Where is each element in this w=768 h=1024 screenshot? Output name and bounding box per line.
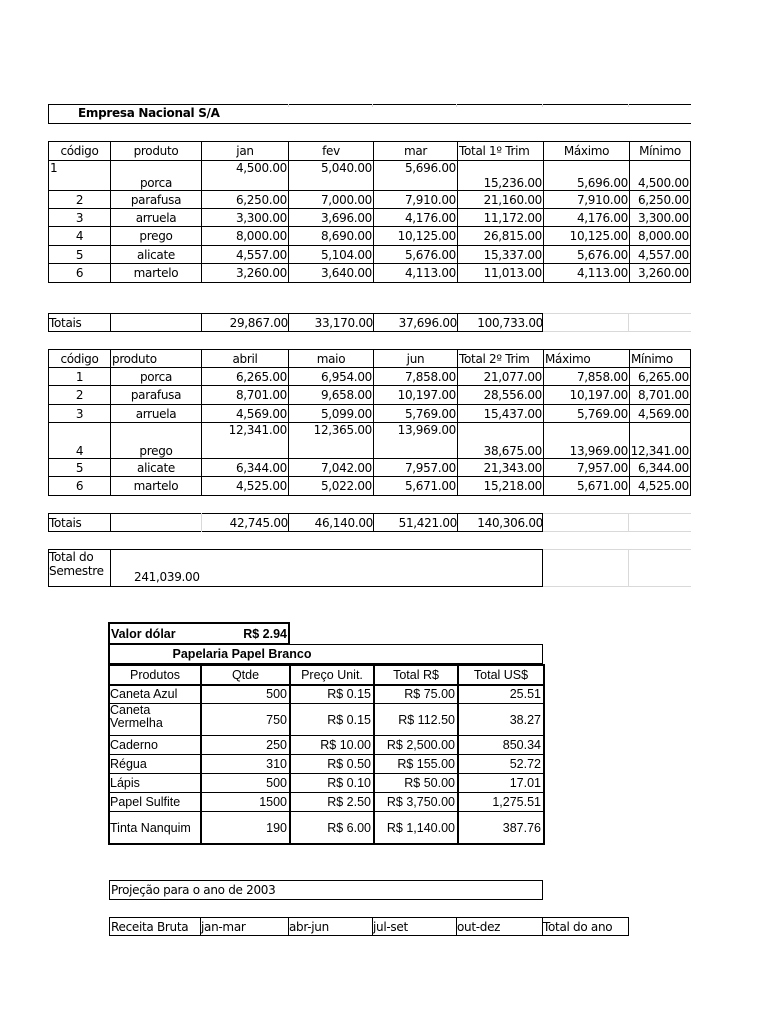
q2-row2-c2: 9,658.00 (320, 388, 372, 402)
company-name: Empresa Nacional S/A (78, 106, 220, 120)
q1-row4-total: 26,815.00 (483, 229, 542, 243)
q2-row4-produto: prego (139, 444, 173, 458)
q2-row6-min: 4,525.00 (637, 479, 689, 493)
q1-row3-max: 4,176.00 (576, 210, 628, 225)
q1-row3-total: 11,172.00 (483, 210, 542, 225)
q2-total-jun: 51,421.00 (398, 515, 457, 530)
projection-header-total-ano: Total do ano (543, 919, 613, 934)
q1-row6-c1: 3,260.00 (235, 266, 287, 280)
q1-total-mar: 37,696.00 (398, 315, 457, 330)
q1-row1-c2: 5,040.00 (320, 161, 372, 175)
q2-header-total: Total 2º Trim (459, 351, 530, 366)
q2-row3-total: 15,437.00 (483, 406, 542, 421)
q1-row4-c3: 10,125.00 (397, 229, 456, 243)
q1-row5-c3: 5,676.00 (404, 247, 456, 262)
papelaria-row5-qtde: 500 (266, 776, 287, 790)
papelaria-header-preco: Preço Unit. (301, 668, 363, 682)
papelaria-row1-total-brl: R$ 75.00 (404, 687, 455, 701)
semester-label-line2: Semestre (49, 564, 104, 578)
q2-row1-total: 21,077.00 (483, 369, 542, 384)
q2-row3-produto: arruela (135, 406, 177, 421)
q2-header-c2: maio (316, 351, 346, 366)
papelaria-row2-total-usd: 38.27 (509, 712, 541, 727)
q2-header-produto: produto (112, 351, 157, 366)
q1-row2-max: 7,910.00 (576, 192, 628, 207)
q2-row5-c1: 6,344.00 (235, 460, 287, 475)
q2-row6-max: 5,671.00 (576, 479, 628, 493)
q1-row1-total: 15,236.00 (483, 176, 542, 190)
q1-row6-total: 11,013.00 (483, 266, 542, 280)
q2-total-abril: 42,745.00 (229, 515, 288, 530)
q1-row6-max: 4,113.00 (576, 266, 628, 280)
q2-row6-c2: 5,022.00 (320, 479, 372, 493)
q1-row3-c3: 4,176.00 (404, 210, 456, 225)
q2-header-c3: jun (406, 351, 425, 366)
q1-row3-c2: 3,696.00 (320, 210, 372, 225)
q2-row3-min: 4,569.00 (637, 406, 689, 421)
q1-row5-codigo: 5 (75, 247, 84, 262)
q2-row4-c3: 13,969.00 (397, 423, 456, 437)
papelaria-row1-preco: R$ 0.15 (327, 687, 371, 701)
q1-totals-label: Totais (49, 315, 82, 330)
q2-row2-max: 10,197.00 (569, 388, 628, 402)
q2-row3-c2: 5,099.00 (320, 406, 372, 421)
papelaria-row5-total-usd: 17.01 (509, 776, 541, 790)
q1-row2-min: 6,250.00 (637, 192, 689, 207)
q2-totals-label: Totais (49, 515, 82, 530)
q1-row6-c3: 4,113.00 (404, 266, 456, 280)
papelaria-header-produto: Produtos (129, 668, 181, 682)
papelaria-row4-preco: R$ 0.50 (327, 757, 371, 771)
q2-row6-c1: 4,525.00 (235, 479, 287, 493)
q1-total-fev: 33,170.00 (314, 315, 373, 330)
q2-row2-produto: parafusa (130, 388, 182, 402)
papelaria-row7-total-brl: R$ 1,140.00 (386, 820, 455, 835)
q2-row4-min: 12,341.00 (630, 444, 689, 458)
q2-row4-total: 38,675.00 (483, 444, 542, 458)
q2-row5-max: 7,957.00 (576, 460, 628, 475)
q1-row1-codigo: 1 (50, 161, 58, 175)
q1-header-c3: mar (403, 144, 428, 158)
q1-row5-c2: 5,104.00 (320, 247, 372, 262)
q2-row3-c1: 4,569.00 (235, 406, 287, 421)
q2-row2-codigo: 2 (75, 388, 84, 402)
q2-row5-produto: alicate (137, 460, 175, 475)
q1-header-max: Máximo (563, 144, 610, 158)
q1-row4-max: 10,125.00 (569, 229, 628, 243)
papelaria-row4-qtde: 310 (266, 757, 287, 771)
q2-row1-c2: 6,954.00 (320, 369, 372, 384)
q2-row1-min: 6,265.00 (637, 369, 689, 384)
q2-row1-produto: porca (139, 369, 173, 384)
q1-row2-codigo: 2 (75, 192, 84, 207)
q1-row2-produto: parafusa (130, 192, 182, 207)
q2-row4-codigo: 4 (75, 444, 84, 458)
papelaria-row6-total-usd: 1,275.51 (492, 795, 541, 809)
q2-row6-codigo: 6 (75, 479, 84, 493)
q2-row2-min: 8,701.00 (637, 388, 689, 402)
q1-row5-min: 4,557.00 (637, 247, 689, 262)
q2-row3-c3: 5,769.00 (404, 406, 456, 421)
q2-row4-max: 13,969.00 (569, 444, 628, 458)
q2-row6-total: 15,218.00 (483, 479, 542, 493)
papelaria-row1-produto: Caneta Azul (110, 687, 178, 701)
q1-row4-produto: prego (139, 229, 173, 243)
q2-header-max: Máximo (545, 351, 591, 366)
projection-header-jul-set: jul-set (373, 919, 408, 934)
papelaria-row1-total-usd: 25.51 (509, 687, 541, 701)
q1-row6-produto: martelo (133, 266, 179, 280)
papelaria-row4-total-usd: 52.72 (509, 757, 541, 771)
q1-row6-c2: 3,640.00 (320, 266, 372, 280)
q1-row3-c1: 3,300.00 (235, 210, 287, 225)
q2-row5-min: 6,344.00 (637, 460, 689, 475)
q2-row2-total: 28,556.00 (483, 388, 542, 402)
q1-row5-c1: 4,557.00 (235, 247, 287, 262)
papelaria-title: Papelaria Papel Branco (172, 647, 312, 661)
dollar-label: Valor dólar (111, 627, 176, 641)
projection-header-receita: Receita Bruta (111, 919, 189, 934)
q1-row6-min: 3,260.00 (637, 266, 689, 280)
q2-row1-max: 7,858.00 (576, 369, 628, 384)
q2-row1-codigo: 1 (75, 369, 84, 384)
q2-row3-codigo: 3 (75, 406, 84, 421)
q1-row1-c3: 5,696.00 (404, 161, 456, 175)
q1-header-produto: produto (133, 144, 179, 158)
q1-header-codigo: código (60, 144, 99, 158)
q1-row1-max: 5,696.00 (576, 176, 628, 190)
q2-row4-c1: 12,341.00 (228, 423, 287, 437)
q1-row1-min: 4,500.00 (637, 176, 689, 190)
papelaria-row2-total-brl: R$ 112.50 (398, 712, 455, 727)
semester-label-line1: Total do (49, 550, 94, 564)
papelaria-row6-qtde: 1500 (259, 795, 287, 809)
q2-row5-c3: 7,957.00 (404, 460, 456, 475)
q1-row2-c3: 7,910.00 (404, 192, 456, 207)
q1-row3-produto: arruela (135, 210, 177, 225)
q1-row4-min: 8,000.00 (637, 229, 689, 243)
dollar-value: R$ 2.94 (243, 627, 287, 641)
papelaria-row4-total-brl: R$ 155.00 (397, 757, 455, 771)
papelaria-header-qtde: Qtde (231, 668, 260, 682)
projection-title: Projeção para o ano de 2003 (111, 883, 276, 897)
q1-row5-total: 15,337.00 (483, 247, 542, 262)
q1-header-c2: fev (322, 144, 340, 158)
q2-row6-c3: 5,671.00 (404, 479, 456, 493)
q1-row6-codigo: 6 (75, 266, 84, 280)
papelaria-row7-preco: R$ 6.00 (327, 820, 371, 835)
semester-total-value: 241,039.00 (134, 570, 200, 584)
papelaria-row3-total-usd: 850.34 (502, 738, 541, 752)
papelaria-row2-preco: R$ 0.15 (327, 712, 371, 727)
papelaria-header-total-usd: Total US$ (473, 668, 529, 682)
q1-row3-codigo: 3 (75, 210, 84, 225)
q1-header-c1: jan (236, 144, 254, 158)
papelaria-row2-produto: Caneta Vermelha (110, 704, 163, 730)
q1-row4-c2: 8,690.00 (320, 229, 372, 243)
q2-row2-c1: 8,701.00 (235, 388, 287, 402)
q1-row2-c1: 6,250.00 (235, 192, 287, 207)
papelaria-row2-qtde: 750 (266, 712, 287, 727)
papelaria-row7-qtde: 190 (266, 820, 287, 835)
papelaria-row3-qtde: 250 (266, 738, 287, 752)
papelaria-row6-total-brl: R$ 3,750.00 (386, 795, 455, 809)
papelaria-row5-produto: Lápis (110, 776, 140, 790)
papelaria-row7-total-usd: 387.76 (502, 820, 541, 835)
papelaria-row5-preco: R$ 0.10 (327, 776, 371, 790)
q2-row1-c3: 7,858.00 (404, 369, 456, 384)
q2-header-min: Mínimo (631, 351, 673, 366)
q1-header-total: Total 1º Trim (459, 144, 530, 158)
q2-total-maio: 46,140.00 (314, 515, 373, 530)
q1-row5-max: 5,676.00 (576, 247, 628, 262)
q1-row4-codigo: 4 (75, 229, 84, 243)
papelaria-row3-produto: Caderno (110, 738, 158, 752)
projection-header-abr-jun: abr-jun (289, 919, 329, 934)
papelaria-row7-produto: Tinta Nanquim (110, 820, 191, 835)
q1-row4-c1: 8,000.00 (235, 229, 287, 243)
q1-row2-total: 21,160.00 (483, 192, 542, 207)
projection-header-out-dez: out-dez (457, 919, 501, 934)
q2-row5-c2: 7,042.00 (320, 460, 372, 475)
q1-row2-c2: 7,000.00 (320, 192, 372, 207)
q1-total-jan: 29,867.00 (229, 315, 288, 330)
papelaria-row5-total-brl: R$ 50.00 (404, 776, 455, 790)
papelaria-row3-total-brl: R$ 2,500.00 (386, 738, 455, 752)
papelaria-row3-preco: R$ 10.00 (320, 738, 371, 752)
q1-total-trim: 100,733.00 (477, 315, 543, 330)
q1-row1-produto: porca (139, 176, 173, 190)
papelaria-row6-preco: R$ 2.50 (327, 795, 371, 809)
q2-header-c1: abril (232, 351, 258, 366)
papelaria-row1-qtde: 500 (266, 687, 287, 701)
q2-row1-c1: 6,265.00 (235, 369, 287, 384)
projection-header-jan-mar: jan-mar (201, 919, 246, 934)
q2-row5-codigo: 5 (75, 460, 84, 475)
papelaria-row4-produto: Régua (110, 757, 147, 771)
papelaria-row6-produto: Papel Sulfite (110, 795, 181, 809)
q2-row5-total: 21,343.00 (483, 460, 542, 475)
q2-total-trim: 140,306.00 (477, 515, 543, 530)
q2-row6-produto: martelo (133, 479, 179, 493)
q1-header-min: Mínimo (639, 144, 681, 158)
q1-row5-produto: alicate (137, 247, 175, 262)
q2-row2-c3: 10,197.00 (397, 388, 456, 402)
q2-row3-max: 5,769.00 (576, 406, 628, 421)
q1-row3-min: 3,300.00 (637, 210, 689, 225)
papelaria-header-total-brl: Total R$ (393, 668, 439, 682)
q2-row4-c2: 12,365.00 (313, 423, 372, 437)
q2-header-codigo: código (60, 351, 99, 366)
q1-row1-c1: 4,500.00 (235, 161, 287, 175)
